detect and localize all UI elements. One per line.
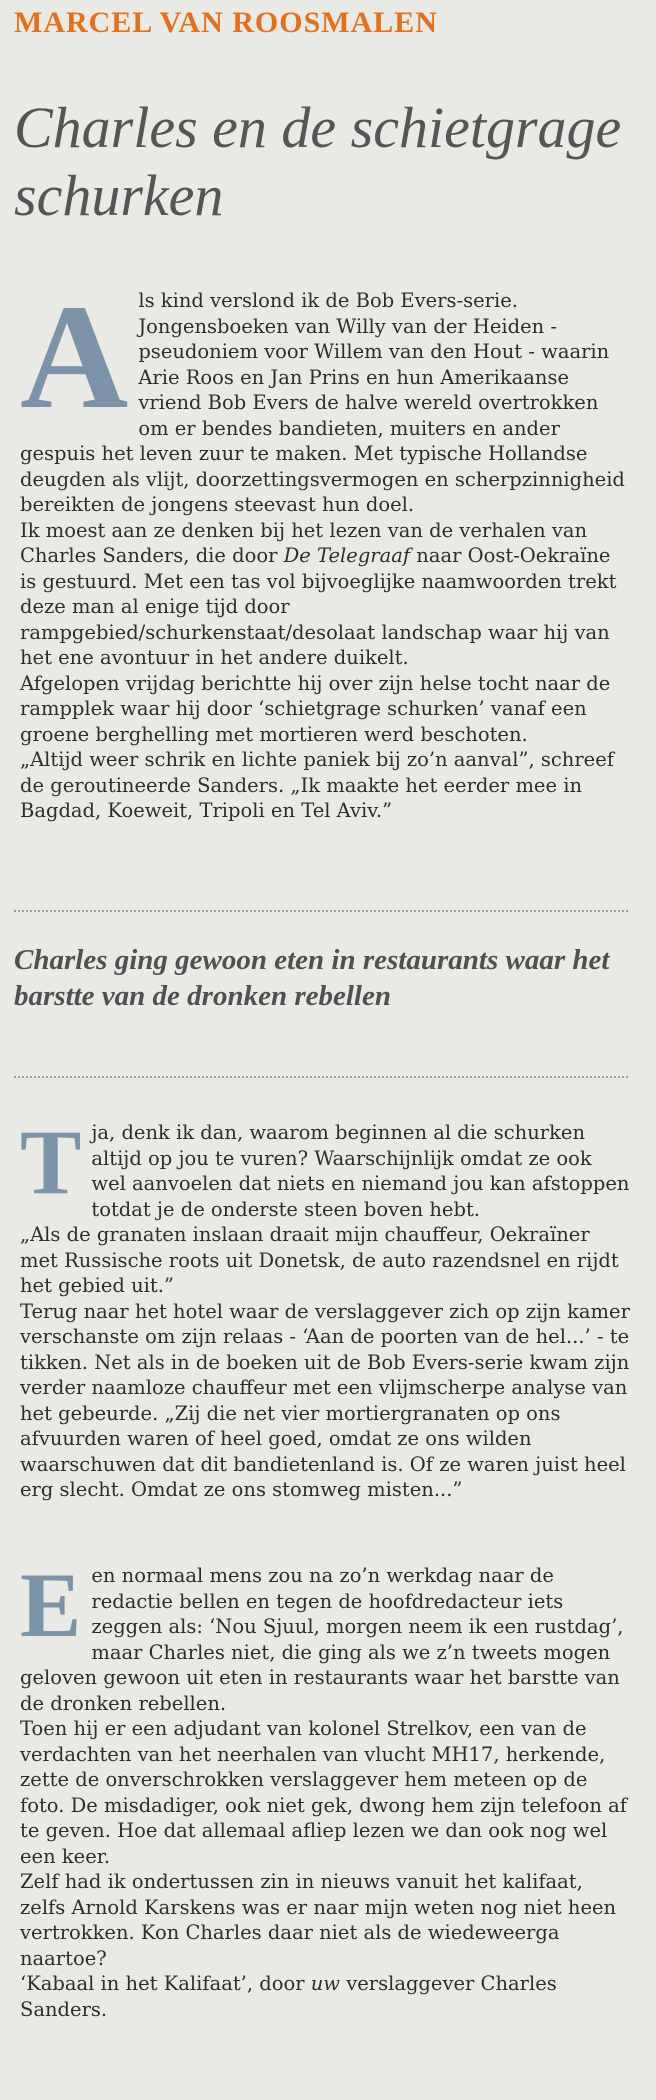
article-section-2 [20,1111,630,1503]
text-run: verslaggever Charles Sanders. [20,1972,557,2021]
paragraph: Terug naar het hotel waar de verslaggever zich op zijn kamer verschanste om zijn relaas - ‘Aan de poorten van de hel...’ - te tikken. Net als in de boeken uit de Bob Evers-serie kwam zijn verder naamloze chauffeur met een vlijmscherpe analyse van het gebeurde. „Zij die net vier mortiergranaten op ons afvuurden waren of heel goed, omdat ze ons wilden waarschuwen dat dit bandietenland is. Of ze waren juist heel erg slecht. Omdat ze ons stomweg misten...” [20,1299,630,1501]
divider-bottom [14,1076,628,1078]
pull-quote: Charles ging gewoon eten in restaurants waar het barstte van de dronken rebellen [14,944,610,1012]
paragraph: Zelf had ik ondertussen zin in nieuws vanuit het kalifaat, zelfs Arnold Karskens was er naar mijn weten nog niet heen vertrokken. Kon Charles daar niet als de wiedeweerga naartoe? [20,1870,617,1970]
paragraph: „Als de granaten inslaan draait mijn chauffeur, Oekraïner met Russische roots uit Donetsk, de auto razendsnel en rijdt het gebied uit.” [20,1223,619,1297]
dropcap-a: A [20,274,129,440]
dropcap-t: T [20,1111,82,1213]
paragraph-lead-3 [20,1554,630,1716]
lead-text-2: ja, denk ik dan, waarom beginnen al die schurken altijd op jou te vuren? Waarschijnlijk omdat ze ook wel aanvoelen dat niets en niemand jou kan afstoppen totdat je de onderste steen boven hebt. [91,1121,630,1221]
paragraph: Toen hij er een adjudant van kolonel Strelkov, een van de verdachten van het neerhalen van vlucht MH17, herkende, zette de onverschrokken verslaggever hem meteen op de foto. De misdadiger, ook niet gek, dwong hem zijn telefoon af te geven. Hoe dat allemaal afliep lezen we dan ook nog wel een keer. [20,1717,627,1868]
paragraph-lead-2 [20,1111,630,1222]
article-section-1 [20,274,630,824]
lead-text-1: ls kind verslond ik de Bob Evers-serie. Jongensboeken van Willy van der Heiden - pseudoniem voor Willem van den Hout - waarin Arie Roos en Jan Prins en hun Amerikaanse vriend Bob Evers de halve wereld overtrokken om er bendes bandieten, muiters en ander gespuis het leven zuur te maken. Met typische Hollandse deugden als vlijt, doorzettingsvermogen en scherpzinnigheid bereikten de jongens steevast hun doel. [20,289,625,516]
paragraph: „Altijd weer schrik en lichte paniek bij zo’n aanval”, schreef de geroutineerde Sanders. „Ik maakte het eerder mee in Bagdad, Koeweit, Tripoli en Tel Aviv.” [20,748,614,822]
dropcap-e: E [20,1554,82,1656]
newspaper-name: De Telegraaf [283,544,411,567]
paragraph [20,1971,630,2022]
lead-text-3: en normaal mens zou na zo’n werkdag naar de redactie bellen en tegen de hoofdredacteur iets zeggen als: ‘Nou Sjuul, morgen neem ik een rustdag’, maar Charles niet, die ging als we z’n tweets mogen geloven gewoon uit eten in restaurants waar het barstte van de dronken rebellen. [20,1564,624,1715]
text-run: Ik moest aan ze denken bij het lezen van de verhalen van Charles Sanders, die door [20,518,588,567]
paragraph: Afgelopen vrijdag berichtte hij over zijn helse tocht naar de rampplek waar hij door ‘schietgrage schurken’ vanaf een groene berghelling met mortieren werd beschoten. [20,671,611,746]
text-run: ‘Kabaal in het Kalifaat’, door [20,1972,311,1995]
article-title: Charles en de schietgrage schurken [14,95,622,228]
article-section-3 [20,1554,630,2022]
author-byline: MARCEL VAN ROOSMALEN [14,6,438,39]
paragraph-lead-1 [20,274,630,518]
text-run: naar Oost-Oekraïne is gestuurd. Met een tas vol bijvoeglijke naamwoorden trekt deze man al enige tijd door rampgebied/schurkenstaat/desolaat landschap waar hij van het ene avontuur in het andere duikelt. [20,544,617,669]
emphasis: uw [310,1972,340,1995]
paragraph [20,518,630,671]
divider-top [14,910,628,912]
